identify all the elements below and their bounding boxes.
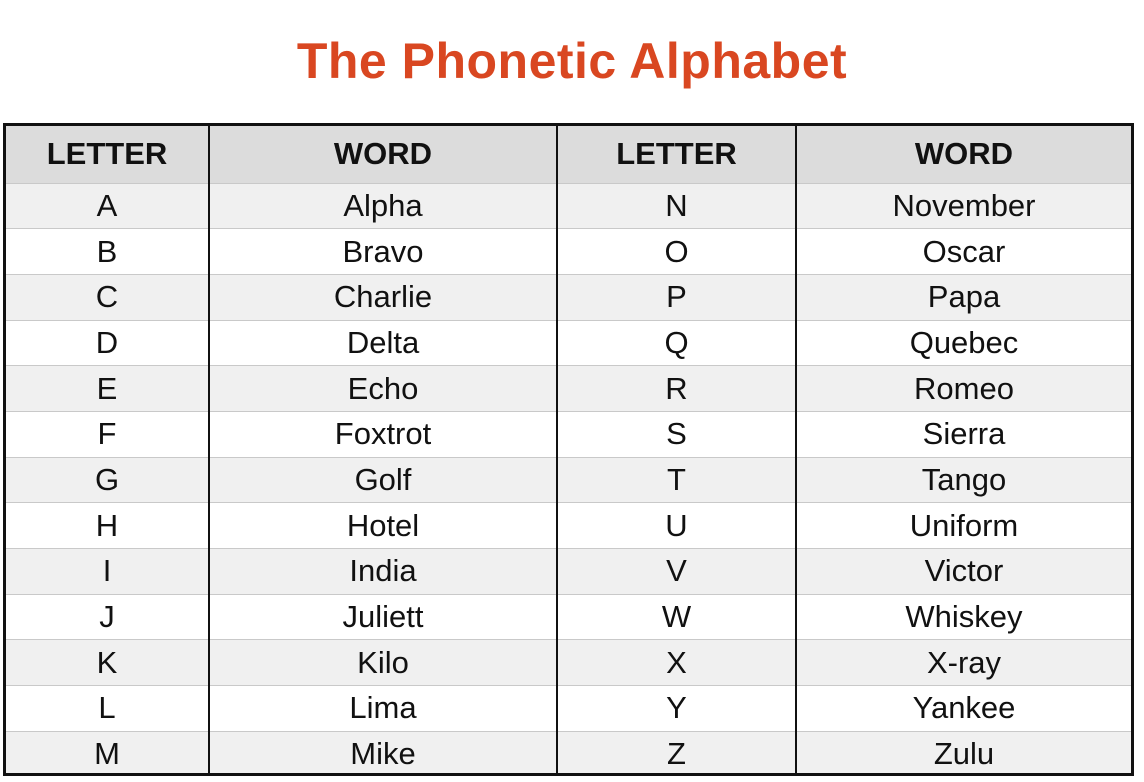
letter-cell-right: P: [557, 274, 796, 320]
word-cell-left: Hotel: [209, 503, 557, 549]
word-cell-left: India: [209, 549, 557, 595]
letter-cell-right: V: [557, 549, 796, 595]
letter-cell-right: T: [557, 457, 796, 503]
word-cell-left: Mike: [209, 731, 557, 776]
word-cell-left: Charlie: [209, 274, 557, 320]
word-cell-right: Papa: [796, 274, 1131, 320]
word-cell-right: Romeo: [796, 366, 1131, 412]
table-row: [6, 320, 1131, 366]
letter-cell-right: U: [557, 503, 796, 549]
letter-cell-right: Y: [557, 686, 796, 732]
word-cell-left: Golf: [209, 457, 557, 503]
word-cell-left: Foxtrot: [209, 411, 557, 457]
word-cell-left: Bravo: [209, 229, 557, 275]
letter-cell-left: M: [94, 736, 120, 772]
table-row: [6, 686, 1131, 732]
letter-cell-left: H: [95, 507, 119, 543]
letter-cell-right: R: [557, 366, 796, 412]
word-cell-right: Zulu: [796, 731, 1131, 776]
table-row: [6, 640, 1131, 686]
word-cell-left: Kilo: [209, 640, 557, 686]
table-row: [6, 229, 1131, 275]
word-cell-right: Oscar: [796, 229, 1131, 275]
table-row: [6, 457, 1131, 503]
table-row: [6, 594, 1131, 640]
table-header-row: [6, 126, 1131, 183]
word-cell-right: Victor: [796, 549, 1131, 595]
word-cell-left: Alpha: [209, 183, 557, 229]
letter-cell-left: C: [95, 279, 119, 315]
word-cell-left: Juliett: [209, 594, 557, 640]
table-row: [6, 183, 1131, 229]
letter-cell-right: W: [557, 594, 796, 640]
word-cell-right: Yankee: [796, 686, 1131, 732]
letter-cell-right: Q: [557, 320, 796, 366]
letter-cell-right: Z: [557, 731, 796, 776]
letter-cell-left: L: [98, 690, 116, 726]
word-cell-right: Whiskey: [796, 594, 1131, 640]
header-letter-right: LETTER: [557, 126, 796, 183]
letter-cell-left: E: [96, 370, 118, 406]
table-row: [6, 411, 1131, 457]
letter-cell-right: N: [557, 183, 796, 229]
letter-cell-right: X: [557, 640, 796, 686]
word-cell-right: Tango: [796, 457, 1131, 503]
word-cell-left: Echo: [209, 366, 557, 412]
letter-cell-left: J: [99, 599, 115, 635]
letter-cell-right: S: [557, 411, 796, 457]
word-cell-right: November: [796, 183, 1131, 229]
table-row: [6, 274, 1131, 320]
table-row: [6, 366, 1131, 412]
letter-cell-right: O: [557, 229, 796, 275]
table-row: [6, 731, 1131, 776]
header-word-left: WORD: [209, 126, 557, 183]
letter-cell-left: I: [102, 553, 112, 589]
letter-cell-left: G: [94, 461, 120, 497]
word-cell-left: Delta: [209, 320, 557, 366]
letter-cell-left: D: [95, 324, 119, 360]
header-letter-left: LETTER: [46, 136, 168, 172]
letter-cell-left: F: [97, 416, 117, 452]
word-cell-right: Sierra: [796, 411, 1131, 457]
word-cell-right: X-ray: [796, 640, 1131, 686]
header-word-right: WORD: [796, 126, 1131, 183]
word-cell-right: Quebec: [796, 320, 1131, 366]
letter-cell-left: A: [96, 187, 118, 223]
page-title: The Phonetic Alphabet: [296, 33, 848, 89]
word-cell-left: Lima: [209, 686, 557, 732]
phonetic-alphabet-table: [3, 123, 1134, 776]
table-row: [6, 503, 1131, 549]
letter-cell-left: B: [96, 233, 118, 269]
table-row: [6, 549, 1131, 595]
word-cell-right: Uniform: [796, 503, 1131, 549]
letter-cell-left: K: [96, 644, 118, 680]
